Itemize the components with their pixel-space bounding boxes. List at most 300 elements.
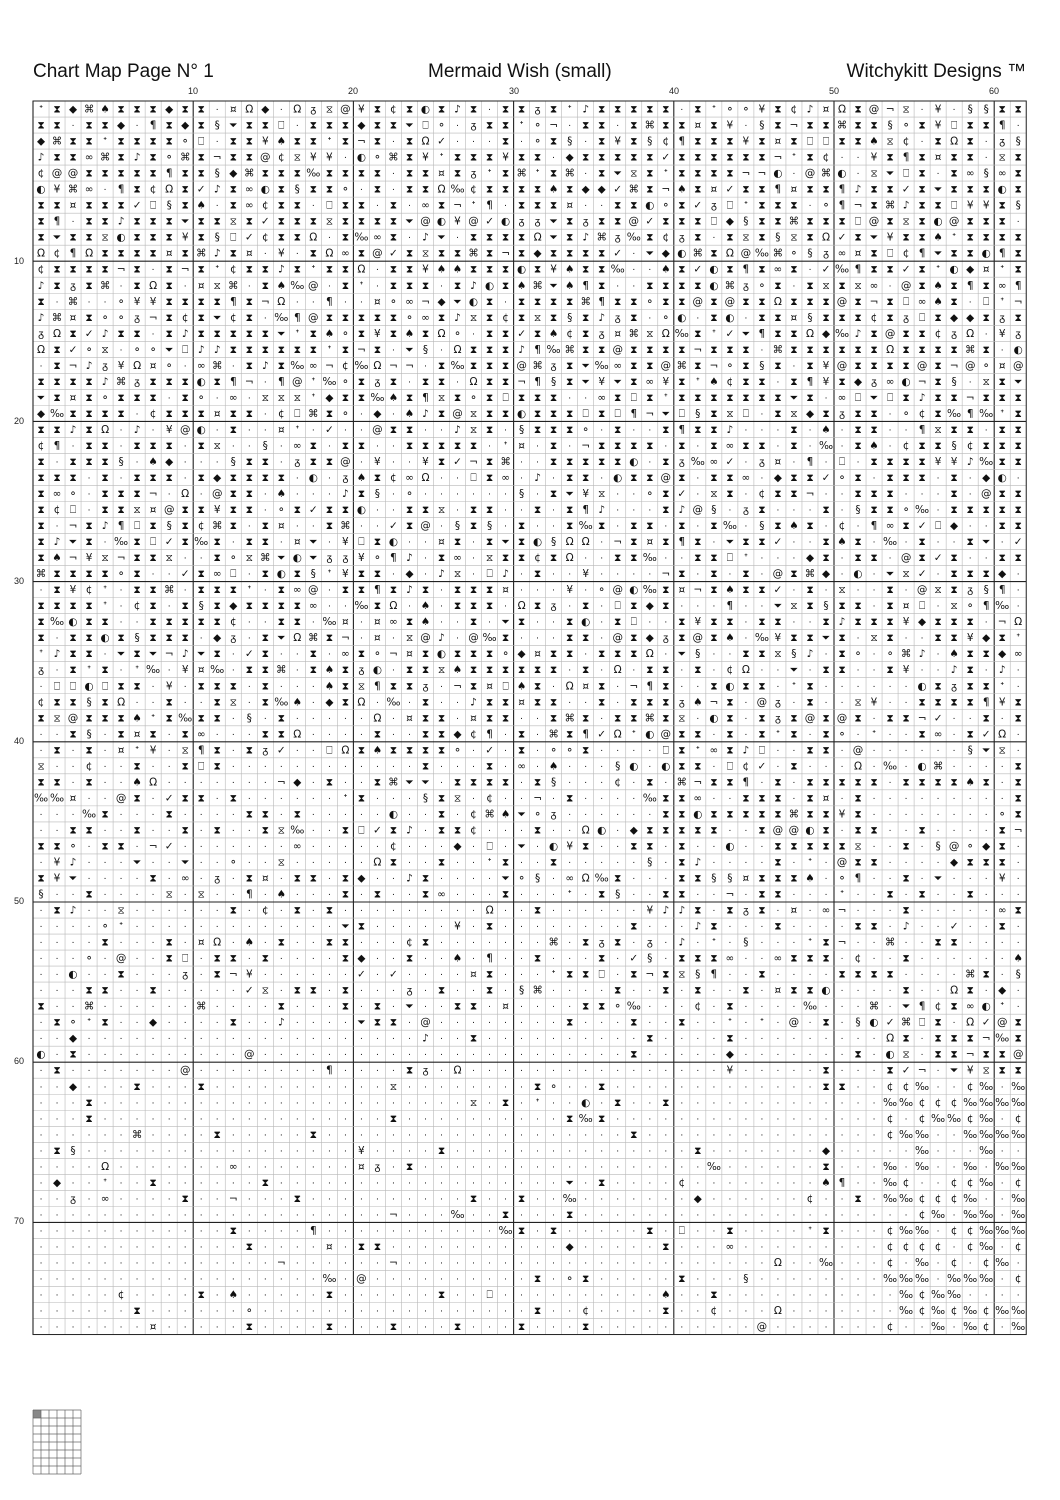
chart-symbol: ⧗ [438,408,445,420]
chart-symbol: · [232,1083,235,1093]
chart-symbol: · [392,634,395,644]
chart-symbol: · [264,1243,267,1253]
chart-symbol: · [905,859,908,869]
chart-symbol: ⚬ [277,504,286,516]
chart-symbol: · [985,554,988,564]
chart-symbol: ⚬ [341,408,350,420]
chart-symbol: @ [420,216,431,228]
chart-symbol: · [424,923,427,933]
chart-symbol: · [600,746,603,756]
chart-symbol: · [969,923,972,933]
chart-symbol: ¬ [966,392,975,404]
chart-symbol: · [488,106,491,116]
chart-symbol: · [392,1307,395,1317]
chart-symbol: ⧗ [630,536,637,548]
chart-symbol: · [616,1067,619,1077]
chart-symbol: ⧗ [726,905,733,917]
chart-symbol: · [248,843,251,853]
chart-symbol: ¥ [566,841,573,853]
chart-symbol: ⧗ [694,424,701,436]
chart-symbol: · [584,1051,587,1061]
chart-symbol: ♪ [422,1033,429,1045]
chart-symbol: · [264,1195,267,1205]
chart-symbol: · [809,1307,812,1317]
chart-symbol: ⧗ [694,905,701,917]
chart-symbol: ⏷ [405,344,414,356]
chart-symbol: · [664,1179,667,1189]
chart-symbol: · [792,1035,795,1045]
chart-symbol: ⧗ [854,344,861,356]
chart-symbol: ⧗ [902,232,909,244]
chart-symbol: · [104,746,107,756]
chart-symbol: ¥ [326,152,333,164]
chart-symbol: ⧗ [230,488,237,500]
chart-symbol: ◆ [566,152,575,164]
chart-symbol: ⚬ [549,744,558,756]
chart-symbol: · [1017,923,1020,933]
chart-symbol: · [536,762,539,772]
chart-symbol: ¢ [983,1305,990,1317]
chart-symbol: ᵹ [407,985,413,997]
chart-symbol: § [711,873,716,885]
chart-symbol: ◐ [613,472,622,484]
chart-symbol: · [328,794,331,804]
chart-symbol: · [520,506,523,516]
chart-symbol: · [552,1019,555,1029]
chart-symbol: ᵹ [775,712,781,724]
chart-symbol: ♠ [325,664,334,676]
chart-symbol: ⧗ [710,616,717,628]
chart-symbol: · [344,1195,347,1205]
chart-symbol: ¢ [983,1321,990,1333]
chart-symbol: ¥ [134,296,141,308]
chart-symbol: ⚬ [998,808,1007,820]
chart-symbol: · [280,923,283,933]
chart-symbol: · [216,1323,219,1333]
chart-symbol: ⧗ [342,953,349,965]
chart-symbol: ◐ [68,616,77,628]
chart-symbol: ¶ [983,696,990,708]
chart-symbol: · [88,971,91,981]
chart-symbol: ⧗ [774,616,781,628]
chart-symbol: ⧖ [470,408,477,420]
chart-symbol: · [744,1291,747,1301]
chart-symbol: ¬ [806,488,815,500]
chart-symbol: ‰ [290,280,304,292]
chart-symbol: ⧖ [742,232,749,244]
chart-symbol: ¢ [614,776,621,788]
chart-symbol: ⧖ [53,712,60,724]
chart-symbol: ⧗ [806,280,813,292]
chart-symbol: · [520,1307,523,1317]
chart-symbol: · [408,538,411,548]
chart-symbol: ♠ [965,776,974,788]
chart-symbol: · [312,1051,315,1061]
chart-symbol: · [248,1227,251,1237]
chart-symbol: ♠ [453,953,462,965]
chart-symbol: · [744,1147,747,1157]
chart-symbol: · [584,1067,587,1077]
chart-symbol: · [392,1195,395,1205]
chart-symbol: · [552,1003,555,1013]
chart-symbol: ✓ [661,152,670,164]
chart-symbol: ◐ [918,680,927,692]
chart-symbol: · [312,1019,315,1029]
chart-symbol: ⌘ [180,152,191,164]
chart-symbol: · [440,282,443,292]
chart-symbol: · [136,1067,139,1077]
chart-symbol: ¢ [694,1001,701,1013]
chart-symbol: · [504,1259,507,1269]
chart-symbol: · [408,1147,411,1157]
chart-symbol: ᐩ [1000,264,1004,276]
chart-symbol: ⧗ [646,664,653,676]
chart-symbol: · [712,1051,715,1061]
chart-symbol: ◐ [389,536,398,548]
chart-symbol: · [120,442,123,452]
chart-symbol: · [760,1067,763,1077]
chart-symbol: ⧗ [390,744,397,756]
chart-symbol: ᵹ [823,248,829,260]
chart-symbol: · [56,1307,59,1317]
chart-symbol: ¶ [374,584,381,596]
chart-symbol: · [825,1323,828,1333]
chart-symbol: ⧖ [117,905,124,917]
chart-symbol: ⧗ [406,616,413,628]
chart-symbol: ⧗ [838,664,845,676]
chart-symbol: ᵹ [519,216,525,228]
chart-symbol: ᵹ [1015,328,1021,340]
chart-symbol: · [1017,122,1020,132]
chart-symbol: ∞ [213,568,222,580]
chart-symbol: ⧗ [486,985,493,997]
chart-symbol: ⧗ [486,648,493,660]
chart-symbol: ⧗ [486,376,493,388]
chart-symbol: ⧗ [374,216,381,228]
chart-symbol: · [88,1259,91,1269]
chart-symbol: ⚬ [581,424,590,436]
chart-symbol: · [392,170,395,180]
chart-symbol: · [440,1259,443,1269]
chart-symbol: · [616,1259,619,1269]
chart-symbol: · [424,1243,427,1253]
chart-symbol: · [360,1003,363,1013]
chart-symbol: · [264,1051,267,1061]
chart-symbol: · [744,314,747,324]
chart-symbol: ¤ [134,728,141,740]
chart-symbol: · [760,955,763,965]
chart-symbol: ⧗ [662,824,669,836]
chart-symbol: · [744,618,747,628]
chart-symbol: ⏷ [181,857,190,869]
chart-symbol: · [424,810,427,820]
chart-symbol: ⌘ [388,776,399,788]
chart-symbol: ⚬ [822,200,831,212]
chart-symbol: § [855,1017,860,1029]
chart-symbol: ⧗ [967,648,974,660]
chart-symbol: ⧗ [518,104,525,116]
chart-symbol: ⧗ [694,216,701,228]
chart-symbol: ¶ [198,744,205,756]
chart-symbol: ⧗ [37,520,44,532]
chart-symbol: ⧗ [550,552,557,564]
chart-symbol: ᵹ [535,216,541,228]
chart-symbol: ⧗ [726,728,733,740]
chart-symbol: ¤ [791,184,798,196]
chart-symbol: Ω [646,648,654,660]
chart-symbol: · [472,859,475,869]
chart-symbol: · [376,1035,379,1045]
chart-symbol: ¬ [709,696,718,708]
chart-symbol: ¢ [951,1193,958,1205]
chart-symbol: · [152,1227,155,1237]
chart-symbol: · [312,1083,315,1093]
chart-symbol: ⧗ [646,440,653,452]
chart-symbol: § [311,568,316,580]
chart-symbol: ♠ [821,424,830,436]
chart-symbol: ✓ [838,232,847,244]
chart-symbol: ◆ [437,296,446,308]
chart-symbol: · [328,1003,331,1013]
chart-symbol: · [632,1227,635,1237]
chart-symbol: · [440,490,443,500]
chart-symbol: · [792,1163,795,1173]
chart-symbol: ∞ [101,1193,110,1205]
chart-symbol: ⧗ [262,328,269,340]
chart-symbol: · [360,1099,363,1109]
chart-symbol: · [312,1243,315,1253]
chart-symbol: ⧗ [758,616,765,628]
chart-symbol: · [456,1115,459,1125]
chart-symbol: ⧗ [886,312,893,324]
chart-symbol: ⧖ [278,824,285,836]
chart-symbol: ⧖ [774,648,781,660]
chart-symbol: · [857,730,860,740]
chart-symbol: ⧗ [662,985,669,997]
chart-symbol: ‰ [370,392,384,404]
chart-symbol: ᐩ [808,937,812,949]
chart-symbol: ⧗ [950,568,957,580]
chart-symbol: ᵹ [230,632,236,644]
chart-symbol: · [280,1115,283,1125]
chart-symbol: ⌘ [84,104,95,116]
chart-symbol: ⧗ [69,600,76,612]
chart-symbol: ◆ [149,1017,158,1029]
chart-symbol: · [392,762,395,772]
chart-symbol: ⧗ [37,536,44,548]
chart-symbol: ⧗ [133,184,140,196]
chart-symbol: · [905,826,908,836]
chart-symbol: ⧗ [838,969,845,981]
chart-symbol: · [280,1179,283,1189]
chart-symbol: ⧗ [983,776,990,788]
chart-symbol: · [536,1227,539,1237]
chart-symbol: ⧗ [518,520,525,532]
chart-symbol: · [344,1211,347,1221]
chart-symbol: · [712,1227,715,1237]
chart-symbol: · [88,907,91,917]
chart-symbol: · [889,810,892,820]
chart-symbol: ¢ [903,440,910,452]
chart-symbol: ⧗ [294,600,301,612]
chart-symbol: ¬ [405,360,414,372]
chart-symbol: ¤ [935,152,942,164]
chart-symbol: ⧗ [470,680,477,692]
chart-symbol: ‰ [354,232,368,244]
chart-symbol: ¢ [1015,1273,1022,1285]
chart-symbol: ⧗ [694,360,701,372]
chart-symbol: · [648,1259,651,1269]
chart-symbol: Ω [373,712,381,724]
chart-symbol: · [424,843,427,853]
chart-symbol: ⧗ [214,376,221,388]
chart-symbol: ⧗ [934,360,941,372]
chart-symbol: · [664,1051,667,1061]
chart-symbol: ⧗ [598,280,605,292]
chart-symbol: · [392,714,395,724]
chart-symbol: ⧗ [406,504,413,516]
chart-symbol: ⧗ [278,728,285,740]
chart-symbol: · [312,1259,315,1269]
chart-symbol: ⧗ [726,712,733,724]
chart-symbol: ⧗ [934,696,941,708]
chart-symbol: · [584,1291,587,1301]
chart-symbol: § [695,408,700,420]
chart-symbol: · [969,762,972,772]
chart-symbol: · [584,1083,587,1093]
chart-symbol: Ω [838,104,846,116]
chart-symbol: ⧗ [822,552,829,564]
chart-symbol: ⧗ [406,1065,413,1077]
chart-symbol: ✓ [773,536,782,548]
chart-symbol: · [921,1323,924,1333]
chart-symbol: · [873,1099,876,1109]
chart-symbol: ⧗ [342,1001,349,1013]
chart-symbol: · [136,955,139,965]
chart-symbol: ¬ [1014,296,1023,308]
chart-symbol: ¢ [262,200,269,212]
chart-symbol: ⧗ [934,440,941,452]
chart-symbol: · [488,1307,491,1317]
chart-symbol: · [328,490,331,500]
chart-symbol: · [600,1243,603,1253]
chart-symbol: · [56,522,59,532]
chart-symbol: · [184,1035,187,1045]
chart-symbol: ⧗ [774,312,781,324]
chart-symbol: ¶ [678,424,685,436]
chart-symbol: · [168,923,171,933]
chart-symbol: · [440,522,443,532]
chart-symbol: · [568,1083,571,1093]
chart-symbol: ⌘ [228,280,239,292]
chart-symbol: · [632,1147,635,1157]
chart-symbol: · [296,1099,299,1109]
chart-symbol: ⧗ [69,376,76,388]
chart-symbol: ‰ [178,712,192,724]
chart-symbol: ⧗ [598,1177,605,1189]
chart-symbol: ∞ [181,873,190,885]
chart-symbol: ⎕ [54,680,61,692]
chart-symbol: · [696,1259,699,1269]
chart-symbol: ⌘ [629,184,640,196]
chart-symbol: ⧗ [198,568,205,580]
chart-symbol: ⎕ [951,120,958,132]
chart-symbol: ♠ [277,280,286,292]
chart-symbol: ⧗ [438,712,445,724]
chart-symbol: ⧗ [486,120,493,132]
chart-symbol: · [616,1019,619,1029]
chart-symbol: ⧗ [358,568,365,580]
chart-symbol: ¶ [326,296,333,308]
chart-symbol: ¬ [918,376,927,388]
chart-symbol: ⧗ [69,328,76,340]
chart-symbol: ¬ [661,568,670,580]
chart-symbol: · [120,1211,123,1221]
chart-symbol: · [184,1051,187,1061]
chart-symbol: ◐ [501,216,510,228]
chart-symbol: · [328,1019,331,1029]
chart-symbol: ⧗ [406,280,413,292]
chart-symbol: ⎕ [599,969,606,981]
chart-symbol: ⎕ [70,680,77,692]
chart-symbol: · [696,442,699,452]
chart-symbol: · [616,1147,619,1157]
chart-symbol: ♪ [406,552,413,564]
chart-symbol: ⧗ [198,472,205,484]
chart-symbol: ⧗ [166,232,173,244]
chart-symbol: ⧗ [214,328,221,340]
chart-symbol: · [120,1115,123,1125]
chart-symbol: ⧗ [374,600,381,612]
chart-symbol: ⧖ [262,985,269,997]
chart-symbol: · [200,490,203,500]
chart-symbol: · [937,955,940,965]
chart-symbol: ⧗ [53,392,60,404]
chart-symbol: ⚬ [389,296,398,308]
chart-symbol: · [760,410,763,420]
chart-symbol: § [535,873,540,885]
chart-symbol: · [825,971,828,981]
chart-symbol: ⧗ [438,808,445,820]
chart-symbol: · [440,1083,443,1093]
chart-symbol: ⌘ [965,344,976,356]
chart-symbol: ♪ [678,937,685,949]
chart-symbol: ¬ [69,360,78,372]
chart-symbol: · [136,1147,139,1157]
chart-symbol: · [985,762,988,772]
chart-symbol: ♠ [293,696,302,708]
chart-symbol: · [328,1163,331,1173]
chart-symbol: · [152,1115,155,1125]
chart-symbol: ⧗ [999,632,1006,644]
chart-symbol: · [120,1051,123,1061]
chart-symbol: ⧗ [678,200,685,212]
chart-symbol: ¬ [229,1193,238,1205]
chart-symbol: ⧗ [85,456,92,468]
chart-symbol: · [312,1147,315,1157]
chart-symbol: · [472,923,475,933]
chart-symbol: ⧗ [53,1017,60,1029]
chart-symbol: · [200,698,203,708]
chart-symbol: · [104,794,107,804]
chart-symbol: · [248,442,251,452]
chart-symbol: ⧗ [294,344,301,356]
chart-symbol: ¤ [502,584,509,596]
chart-symbol: ⏷ [37,392,46,404]
chart-symbol: ᐩ [520,120,524,132]
chart-symbol: · [632,250,635,260]
chart-symbol: ¶ [727,600,734,612]
